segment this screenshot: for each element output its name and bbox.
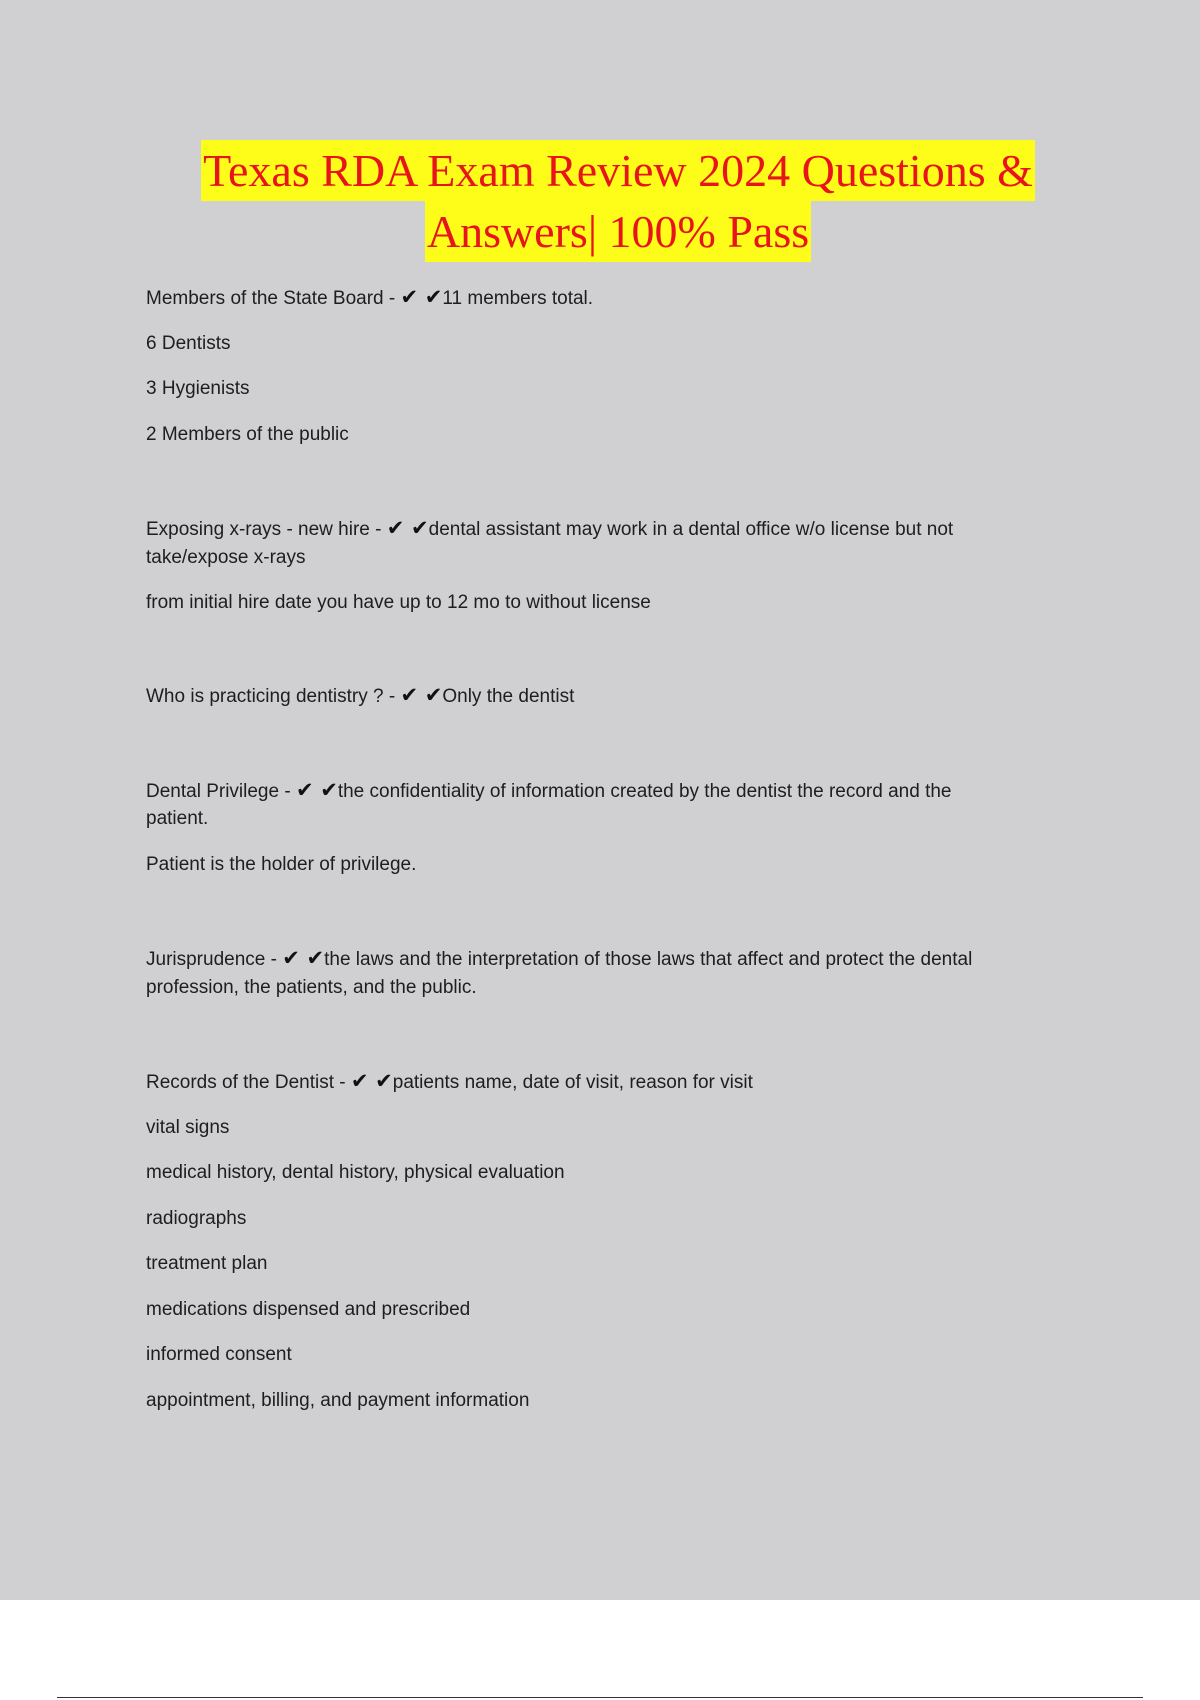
qa-entry-exposing-xrays	[146, 513, 1076, 545]
entry-detail-line: informed consent	[146, 1344, 292, 1365]
entry-answer-continued: profession, the patients, and the public.	[146, 977, 477, 998]
entry-answer: dental assistant may work in a dental office w/o license but not	[428, 519, 954, 540]
double-check-icon: ✔ ✔	[400, 285, 443, 309]
entry-detail-line: medications dispensed and prescribed	[146, 1299, 471, 1320]
qa-entry-dental-privilege	[146, 775, 1076, 807]
entry-answer: the confidentiality of information created by the dentist the record and the	[337, 781, 952, 802]
entry-detail-line: treatment plan	[146, 1253, 268, 1274]
entry-detail-line: from initial hire date you have up to 12 mo to without license	[146, 592, 651, 613]
qa-entry-jurisprudence	[146, 943, 1076, 975]
document-title	[0, 140, 1200, 262]
double-check-icon: ✔ ✔	[386, 516, 429, 540]
entry-term: Who is practicing dentistry ? -	[146, 686, 401, 707]
entry-term: Exposing x-rays - new hire -	[146, 519, 387, 540]
entry-detail-line: 2 Members of the public	[146, 424, 349, 445]
entry-answer: Only the dentist	[442, 686, 575, 707]
entry-term: Records of the Dentist -	[146, 1072, 351, 1093]
title-line-2: Answers| 100% Pass	[425, 201, 811, 262]
entry-detail-line: 6 Dentists	[146, 333, 231, 354]
double-check-icon: ✔ ✔	[295, 778, 338, 802]
entry-answer-continued: patient.	[146, 808, 209, 829]
entry-detail-line: 3 Hygienists	[146, 378, 250, 399]
title-line-1: Texas RDA Exam Review 2024 Questions &	[201, 140, 1035, 201]
entry-detail-line: vital signs	[146, 1117, 230, 1138]
entry-answer: patients name, date of visit, reason for visit	[392, 1072, 753, 1093]
qa-entry-records-of-dentist	[146, 1066, 1076, 1098]
entry-answer: 11 members total.	[442, 288, 594, 309]
entry-detail-line: radiographs	[146, 1208, 247, 1229]
double-check-icon: ✔ ✔	[350, 1069, 393, 1093]
double-check-icon: ✔ ✔	[400, 683, 443, 707]
qa-entry-state-board	[146, 282, 1076, 314]
entry-detail-line: appointment, billing, and payment information	[146, 1390, 530, 1411]
entry-detail-line: medical history, dental history, physical evaluation	[146, 1162, 565, 1183]
qa-entry-practicing-dentistry	[146, 680, 1076, 712]
double-check-icon: ✔ ✔	[282, 946, 325, 970]
entry-detail-line: Patient is the holder of privilege.	[146, 854, 417, 875]
footer-divider	[57, 1697, 1143, 1698]
entry-term: Dental Privilege -	[146, 781, 296, 802]
entry-answer: the laws and the interpretation of those laws that affect and protect the dental	[324, 949, 973, 970]
entry-term: Members of the State Board -	[146, 288, 401, 309]
entry-answer-continued: take/expose x-rays	[146, 547, 306, 568]
entry-term: Jurisprudence -	[146, 949, 283, 970]
